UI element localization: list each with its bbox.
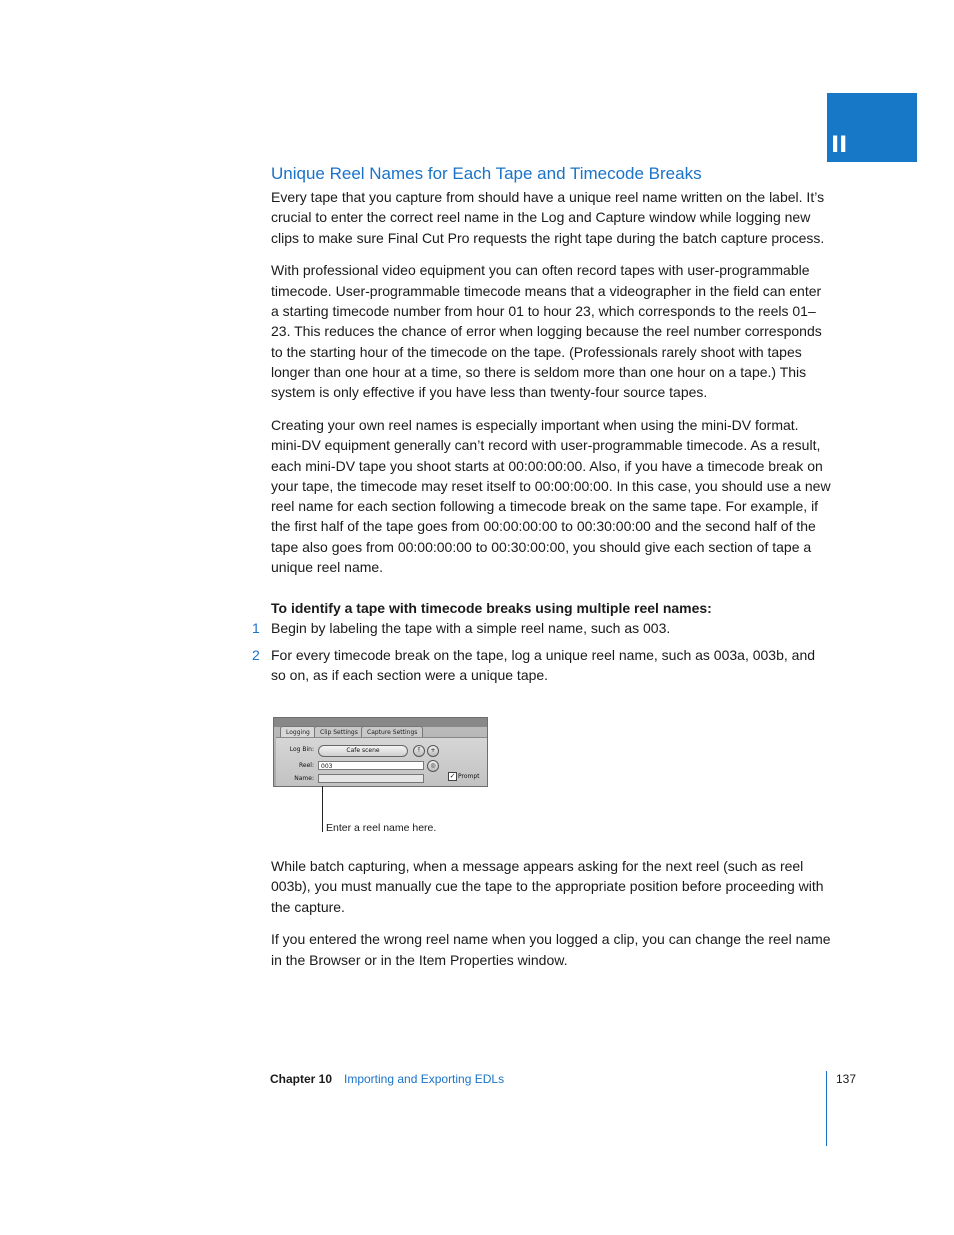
reel-label: Reel:: [299, 762, 314, 770]
paragraph: With professional video equipment you can often record tapes with user-programmable timecode. User-programmable timecode means that a videographer in the field can enter a starting timecode number from hour 01 to hour 23, which corresponds to the reels 01–23. This reduces the chance of error when logging because the reel number corresponds to the starting hour of the timecode on the tape. (Professionals rarely shoot with tapes longer than one hour at a time, so there is seldom more than one hour on a tape.) This system is only effective if you have less than twenty-four source tapes.: [271, 262, 822, 401]
log-bin-label: Log Bin:: [289, 746, 314, 754]
new-bin-icon: +: [427, 745, 439, 757]
step-text: For every timecode break on the tape, log a unique reel name, such as 003a, 003b, and so on, as if each section were a unique tape.: [271, 646, 816, 683]
tab-clip-settings: Clip Settings: [314, 726, 364, 738]
name-label: Name:: [294, 775, 314, 783]
tab-logging: Logging: [280, 726, 316, 738]
procedure-heading: To identify a tape with timecode breaks using multiple reel names:: [271, 600, 712, 617]
callout-line: [322, 786, 323, 832]
name-field: [318, 774, 424, 783]
paragraph: Creating your own reel names is especially important when using the mini-DV format. mini-DV equipment generally can’t record with user-programmable timecode. As a result, each mini-DV tape you shoot starts at 00:00:00:00. Also, if you have a timecode break on your tape, the timecode may reset itself to 00:00:00:00. In this case, you should use a new reel name for each section following a timecode break on the same tape. For example, if the first half of the tape goes from 00:00:00:00 to 00:30:00:00 and the second half of the tape also goes from 00:00:00:00 to 00:30:00:00, you should give each section of tape a unique reel name.: [271, 416, 831, 576]
step-text: Begin by labeling the tape with a simple reel name, such as 003.: [271, 620, 671, 637]
step-number: 1: [252, 620, 260, 637]
slate-icon: ◎: [427, 760, 439, 772]
closing-content: [271, 856, 831, 982]
footer-chapter-title: Importing and Exporting EDLs: [344, 1072, 505, 1086]
part-tab-label: II: [831, 133, 848, 158]
footer-rule: [826, 1071, 827, 1146]
figure-callout: Enter a reel name here.: [326, 822, 437, 834]
log-bin-up-icon: ⤒: [413, 745, 425, 757]
part-tab: [827, 93, 917, 162]
paragraph: If you entered the wrong reel name when you logged a clip, you can change the reel name in the Browser or in the Item Properties window.: [271, 931, 831, 968]
reel-field: 003: [318, 761, 424, 770]
section-title: Unique Reel Names for Each Tape and Timecode Breaks: [271, 164, 702, 183]
page-number: 137: [836, 1072, 857, 1086]
procedure-step: [252, 645, 831, 686]
log-capture-screenshot: [273, 717, 488, 787]
log-bin-button: Cafe scene: [318, 745, 408, 757]
tab-capture-settings: Capture Settings: [361, 726, 423, 738]
logging-panel: [276, 737, 487, 786]
prompt-label: Prompt: [458, 773, 480, 781]
step-number: 2: [252, 646, 260, 663]
main-content: [252, 163, 831, 787]
paragraph: While batch capturing, when a message appears asking for the next reel (such as reel 003b), you must manually cue the tape to the appropriate position before proceeding with the capture.: [271, 858, 824, 915]
prompt-checkbox: ✓: [449, 772, 456, 781]
paragraph: Every tape that you capture from should have a unique reel name written on the label. It’s crucial to enter the correct reel name in the Log and Capture window while logging new clips to make sure Final Cut Pro requests the right tape during the batch capture process.: [271, 189, 825, 246]
procedure-step: [252, 618, 831, 638]
footer-chapter: Chapter 10: [270, 1072, 333, 1086]
